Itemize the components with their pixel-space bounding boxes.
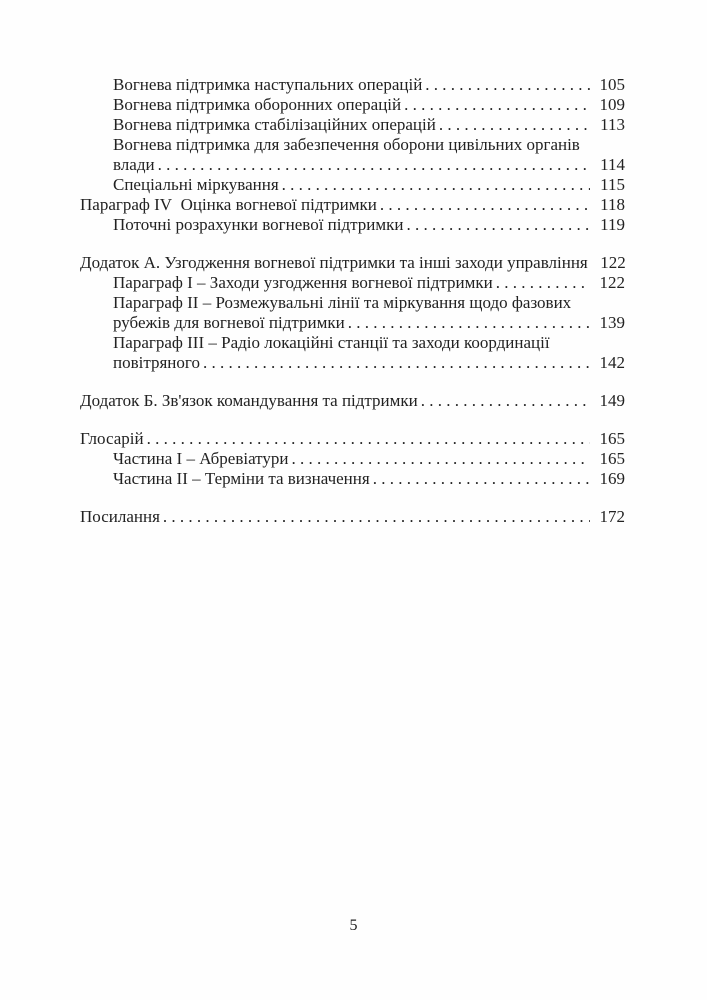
toc-entry-text-first-line: Параграф II – Розмежувальні лінії та міркування щодо фазових	[113, 293, 572, 312]
dot-leader	[282, 175, 590, 195]
toc-entry-row	[80, 507, 625, 527]
toc-entry-title: Частина II – Терміни та визначення	[113, 469, 370, 488]
dot-leader	[158, 155, 590, 175]
toc-entry-row	[80, 429, 625, 449]
dot-leader	[348, 313, 590, 333]
toc-entry-title: повітряного	[113, 353, 200, 372]
toc-entry-title: Частина I – Абревіатури	[113, 449, 289, 468]
toc-entry	[80, 195, 625, 215]
toc-entry	[80, 175, 625, 195]
toc-entry-page-number: 139	[599, 313, 625, 332]
toc-entry-title: Параграф I – Заходи узгодження вогневої підтримки	[113, 273, 493, 292]
toc-entry-title: Параграф IV Оцінка вогневої підтримки	[80, 195, 377, 214]
toc-entry-row	[113, 175, 625, 195]
toc-entry-title: влади	[113, 155, 155, 174]
toc-entry-row	[113, 313, 625, 333]
toc-entry-page-number: 118	[600, 195, 625, 214]
toc-entry-title: Вогнева підтримка оборонних операцій	[113, 95, 402, 114]
toc-entry-page-number: 115	[600, 175, 625, 194]
toc-entry	[80, 469, 625, 489]
toc-entry	[80, 293, 625, 333]
toc-entry-row	[113, 273, 625, 293]
toc-entry-page-number: 165	[599, 429, 625, 448]
toc-entry	[80, 135, 625, 175]
dot-leader	[203, 353, 590, 373]
toc-entry-page-number: 122	[600, 253, 626, 272]
toc-entry-title: Додаток Б. Зв'язок командування та підтримки	[80, 391, 418, 410]
dot-leader	[292, 449, 591, 469]
toc-entry	[80, 95, 625, 115]
toc-entry-page-number: 114	[600, 155, 625, 174]
toc-entry-row	[113, 469, 625, 489]
toc-entry-page-number: 109	[599, 95, 625, 114]
toc-entry-row	[113, 95, 625, 115]
toc-entry-row	[80, 253, 625, 273]
toc-entry	[80, 273, 625, 293]
toc-entry-title: Спеціальні міркування	[113, 175, 279, 194]
toc-entry-page-number: 165	[599, 449, 625, 468]
toc-entry-page-number: 149	[599, 391, 625, 410]
toc-entry	[80, 115, 625, 135]
toc-entry-row	[113, 75, 625, 95]
toc-entry-title: Поточні розрахунки вогневої підтримки	[113, 215, 404, 234]
page-footer	[0, 916, 707, 936]
toc-entry-page-number: 169	[599, 469, 625, 488]
toc-entry	[80, 215, 625, 235]
dot-leader	[373, 469, 590, 489]
toc-entry-row	[113, 353, 625, 373]
toc-entry-row	[80, 391, 625, 411]
dot-leader	[147, 429, 590, 449]
dot-leader	[421, 391, 590, 411]
toc-entry-page-number: 105	[599, 75, 625, 94]
toc-entry-page-number: 142	[599, 353, 625, 372]
toc-entry-row	[113, 449, 625, 469]
toc-entry-row	[80, 195, 625, 215]
toc-entry	[80, 333, 625, 373]
dot-leader	[404, 95, 590, 115]
toc-entry-page-number: 113	[600, 115, 625, 134]
dot-leader	[163, 507, 590, 527]
toc-entry-row	[113, 215, 625, 235]
toc-entry-text-first-line: Параграф III – Радіо локаційні станції та заходи координації	[113, 333, 550, 352]
dot-leader	[407, 215, 591, 235]
table-of-contents	[80, 75, 625, 527]
toc-entry-title: Додаток А. Узгодження вогневої підтримки та інші заходи управління	[80, 253, 588, 272]
toc-entry	[80, 507, 625, 527]
toc-entry-text-first-line: Вогнева підтримка для забезпечення оборони цивільних органів	[113, 135, 580, 154]
toc-entry-title: Вогнева підтримка наступальних операцій	[113, 75, 423, 94]
toc-entry	[80, 449, 625, 469]
toc-entry-page-number: 122	[599, 273, 625, 292]
toc-entry-row	[113, 115, 625, 135]
toc-entry-page-number: 119	[600, 215, 625, 234]
dot-leader	[496, 273, 590, 293]
toc-entry-title: рубежів для вогневої підтримки	[113, 313, 345, 332]
dot-leader	[380, 195, 590, 215]
toc-entry-title: Вогнева підтримка стабілізаційних операцій	[113, 115, 436, 134]
page-number: 5	[349, 917, 358, 934]
toc-entry	[80, 253, 625, 273]
toc-entry-row	[113, 155, 625, 175]
toc-entry	[80, 391, 625, 411]
toc-entry	[80, 429, 625, 449]
dot-leader	[439, 115, 590, 135]
toc-entry-page-number: 172	[599, 507, 625, 526]
toc-entry	[80, 75, 625, 95]
toc-entry-title: Глосарій	[80, 429, 144, 448]
toc-entry-title: Посилання	[80, 507, 160, 526]
dot-leader	[425, 75, 590, 95]
